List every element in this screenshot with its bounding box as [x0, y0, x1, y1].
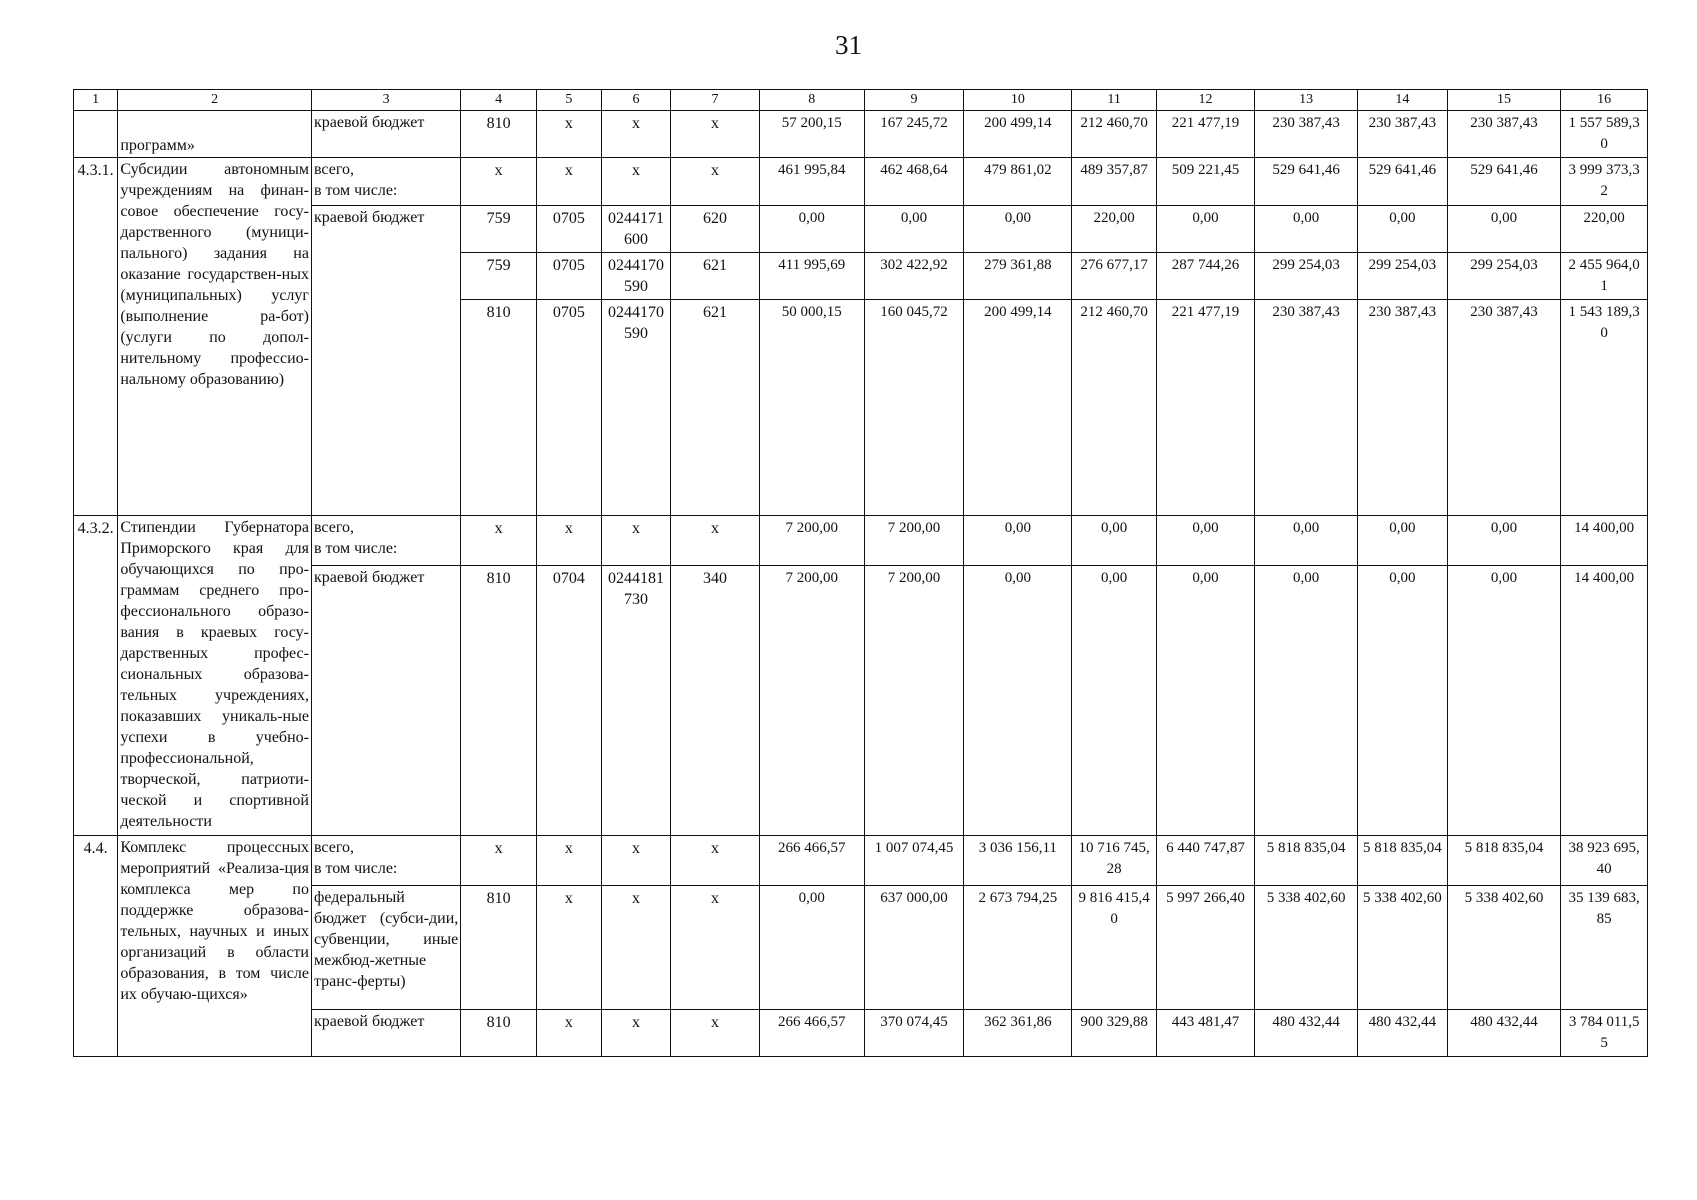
budget-table	[73, 89, 1648, 1057]
cell: 0,00	[964, 206, 1072, 253]
cell: 810	[461, 886, 537, 1010]
cell: 411 995,69	[759, 253, 864, 300]
cell: x	[461, 516, 537, 566]
cell: 5 997 266,40	[1156, 886, 1254, 1010]
cell: 50 000,15	[759, 300, 864, 516]
row-name: программ»	[118, 111, 312, 158]
table-row	[74, 516, 1648, 566]
cell: 302 422,92	[864, 253, 964, 300]
column-header: 6	[601, 90, 670, 111]
column-header: 4	[461, 90, 537, 111]
cell: 266 466,57	[759, 1010, 864, 1057]
cell: 221 477,19	[1156, 111, 1254, 158]
cell: 14 400,00	[1561, 566, 1648, 836]
cell: 0244181730	[601, 566, 670, 836]
column-header: 8	[759, 90, 864, 111]
cell: 0,00	[1447, 206, 1561, 253]
cell: 5 338 402,60	[1255, 886, 1358, 1010]
cell: 5 818 835,04	[1255, 836, 1358, 886]
cell: 0,00	[864, 206, 964, 253]
cell: 340	[671, 566, 760, 836]
funding-source: краевой бюджет	[311, 1010, 460, 1057]
cell: x	[671, 158, 760, 206]
cell: 299 254,03	[1255, 253, 1358, 300]
cell: 489 357,87	[1072, 158, 1156, 206]
cell: x	[461, 836, 537, 886]
cell: 5 338 402,60	[1447, 886, 1561, 1010]
cell: 1 543 189,30	[1561, 300, 1648, 516]
cell: 0,00	[1156, 516, 1254, 566]
column-header: 1	[74, 90, 118, 111]
cell: 230 387,43	[1255, 111, 1358, 158]
cell: 230 387,43	[1447, 111, 1561, 158]
cell: 7 200,00	[864, 516, 964, 566]
cell: 279 361,88	[964, 253, 1072, 300]
cell: 230 387,43	[1357, 300, 1447, 516]
funding-source: краевой бюджет	[311, 206, 460, 516]
cell: 5 818 835,04	[1357, 836, 1447, 886]
column-header: 16	[1561, 90, 1648, 111]
cell: x	[536, 886, 601, 1010]
column-header: 15	[1447, 90, 1561, 111]
cell: 0,00	[1447, 566, 1561, 836]
column-header: 11	[1072, 90, 1156, 111]
cell: x	[601, 111, 670, 158]
column-header: 2	[118, 90, 312, 111]
cell: 200 499,14	[964, 111, 1072, 158]
cell: x	[601, 516, 670, 566]
cell: 621	[671, 300, 760, 516]
cell: 0,00	[1156, 206, 1254, 253]
cell: 3 036 156,11	[964, 836, 1072, 886]
column-header: 12	[1156, 90, 1254, 111]
cell: 0705	[536, 253, 601, 300]
column-header: 3	[311, 90, 460, 111]
column-header: 10	[964, 90, 1072, 111]
funding-source: краевой бюджет	[311, 566, 460, 836]
column-header: 9	[864, 90, 964, 111]
cell: 0,00	[759, 206, 864, 253]
cell: x	[601, 1010, 670, 1057]
funding-source-line: в том числе:	[313, 182, 398, 199]
cell: 0,00	[1156, 566, 1254, 836]
cell: 38 923 695,40	[1561, 836, 1648, 886]
row-number: 4.4.	[74, 836, 118, 1057]
cell: 759	[461, 253, 537, 300]
cell: 212 460,70	[1072, 111, 1156, 158]
column-header: 14	[1357, 90, 1447, 111]
cell: 0,00	[964, 516, 1072, 566]
cell: 759	[461, 206, 537, 253]
cell: 0705	[536, 206, 601, 253]
cell: x	[671, 516, 760, 566]
column-header: 7	[671, 90, 760, 111]
cell: 7 200,00	[759, 566, 864, 836]
row-number	[74, 111, 118, 158]
cell: x	[536, 836, 601, 886]
cell: 0,00	[964, 566, 1072, 836]
funding-source-line: в том числе:	[313, 860, 398, 877]
row-number: 4.3.2.	[74, 516, 118, 836]
cell: 167 245,72	[864, 111, 964, 158]
funding-source-line: в том числе:	[313, 540, 398, 557]
table-row	[74, 158, 1648, 206]
cell: 230 387,43	[1255, 300, 1358, 516]
cell: x	[671, 1010, 760, 1057]
cell: 3 784 011,55	[1561, 1010, 1648, 1057]
cell: x	[461, 158, 537, 206]
funding-source	[311, 516, 460, 566]
cell: 3 999 373,32	[1561, 158, 1648, 206]
cell: 299 254,03	[1447, 253, 1561, 300]
cell: 10 716 745,28	[1072, 836, 1156, 886]
cell: 0,00	[1255, 206, 1358, 253]
cell: 461 995,84	[759, 158, 864, 206]
cell: 480 432,44	[1255, 1010, 1358, 1057]
row-number: 4.3.1.	[74, 158, 118, 516]
cell: x	[671, 886, 760, 1010]
cell: 1 007 074,45	[864, 836, 964, 886]
cell: 0244170590	[601, 300, 670, 516]
cell: 362 361,86	[964, 1010, 1072, 1057]
cell: x	[601, 836, 670, 886]
cell: 160 045,72	[864, 300, 964, 516]
funding-source-line: всего,	[313, 839, 354, 856]
cell: 0,00	[1255, 566, 1358, 836]
cell: 529 641,46	[1255, 158, 1358, 206]
cell: 0705	[536, 300, 601, 516]
cell: 620	[671, 206, 760, 253]
funding-source-line: всего,	[313, 519, 354, 536]
cell: 2 455 964,01	[1561, 253, 1648, 300]
cell: 57 200,15	[759, 111, 864, 158]
row-name: Комплекс процессных мероприятий «Реализа-ция комплекса мер по поддержке образова-тельных, научных и иных организаций в области образования, в том числе их обучаю-щихся»	[118, 836, 312, 1057]
funding-source: федеральный бюджет (субси-дии, субвенции, иные межбюд-жетные транс-ферты)	[311, 886, 460, 1010]
cell: 1 557 589,30	[1561, 111, 1648, 158]
cell: 810	[461, 111, 537, 158]
cell: 0704	[536, 566, 601, 836]
column-header: 13	[1255, 90, 1358, 111]
table-row	[74, 836, 1648, 886]
cell: 7 200,00	[759, 516, 864, 566]
cell: 0,00	[1357, 516, 1447, 566]
cell: x	[671, 111, 760, 158]
cell: 0,00	[1072, 516, 1156, 566]
cell: 9 816 415,40	[1072, 886, 1156, 1010]
funding-source: краевой бюджет	[311, 111, 460, 158]
cell: 529 641,46	[1357, 158, 1447, 206]
cell: 509 221,45	[1156, 158, 1254, 206]
funding-source	[311, 158, 460, 206]
cell: 2 673 794,25	[964, 886, 1072, 1010]
cell: 0,00	[759, 886, 864, 1010]
cell: 637 000,00	[864, 886, 964, 1010]
cell: 7 200,00	[864, 566, 964, 836]
cell: 0,00	[1447, 516, 1561, 566]
cell: x	[601, 886, 670, 1010]
cell: 230 387,43	[1357, 111, 1447, 158]
cell: 529 641,46	[1447, 158, 1561, 206]
cell: 810	[461, 1010, 537, 1057]
cell: x	[536, 158, 601, 206]
cell: 810	[461, 300, 537, 516]
cell: 220,00	[1072, 206, 1156, 253]
cell: 621	[671, 253, 760, 300]
cell: x	[536, 516, 601, 566]
cell: 299 254,03	[1357, 253, 1447, 300]
cell: 0,00	[1072, 566, 1156, 836]
cell: 0,00	[1357, 566, 1447, 836]
cell: 0,00	[1357, 206, 1447, 253]
cell: 0244170590	[601, 253, 670, 300]
cell: 0244171600	[601, 206, 670, 253]
cell: 6 440 747,87	[1156, 836, 1254, 886]
cell: 14 400,00	[1561, 516, 1648, 566]
cell: 276 677,17	[1072, 253, 1156, 300]
cell: 221 477,19	[1156, 300, 1254, 516]
funding-source-line: всего,	[313, 161, 354, 178]
cell: x	[601, 158, 670, 206]
cell: 462 468,64	[864, 158, 964, 206]
row-name: Стипендии Губернатора Приморского края для обучающихся по про-граммам среднего про-фессионального образо-вания в краевых госу-дарственных профес-сиональных образова-тельных учреждениях, показавших уникаль-ные успехи в учебно-профессиональной, творческой, патриоти-ческой и спортивной деятельности	[118, 516, 312, 836]
cell: 5 818 835,04	[1447, 836, 1561, 886]
cell: 0,00	[1255, 516, 1358, 566]
cell: 810	[461, 566, 537, 836]
cell: 220,00	[1561, 206, 1648, 253]
table-header-row	[74, 90, 1648, 111]
column-header: 5	[536, 90, 601, 111]
cell: 230 387,43	[1447, 300, 1561, 516]
cell: 370 074,45	[864, 1010, 964, 1057]
cell: x	[536, 1010, 601, 1057]
page-number: 31	[835, 30, 862, 60]
row-name: Субсидии автономным учреждениям на финан-совое обеспечение госу-дарственного (муници-пального) задания на оказание государствен-ных (муниципальных) услуг (выполнение ра-бот) (услуги по допол-нительному профессио-нальному образованию)	[118, 158, 312, 516]
cell: 35 139 683,85	[1561, 886, 1648, 1010]
table-row	[74, 111, 1648, 158]
cell: 443 481,47	[1156, 1010, 1254, 1057]
cell: x	[536, 111, 601, 158]
cell: 480 432,44	[1357, 1010, 1447, 1057]
cell: 212 460,70	[1072, 300, 1156, 516]
cell: x	[671, 836, 760, 886]
cell: 287 744,26	[1156, 253, 1254, 300]
cell: 266 466,57	[759, 836, 864, 886]
cell: 200 499,14	[964, 300, 1072, 516]
funding-source	[311, 836, 460, 886]
cell: 480 432,44	[1447, 1010, 1561, 1057]
cell: 479 861,02	[964, 158, 1072, 206]
cell: 5 338 402,60	[1357, 886, 1447, 1010]
cell: 900 329,88	[1072, 1010, 1156, 1057]
